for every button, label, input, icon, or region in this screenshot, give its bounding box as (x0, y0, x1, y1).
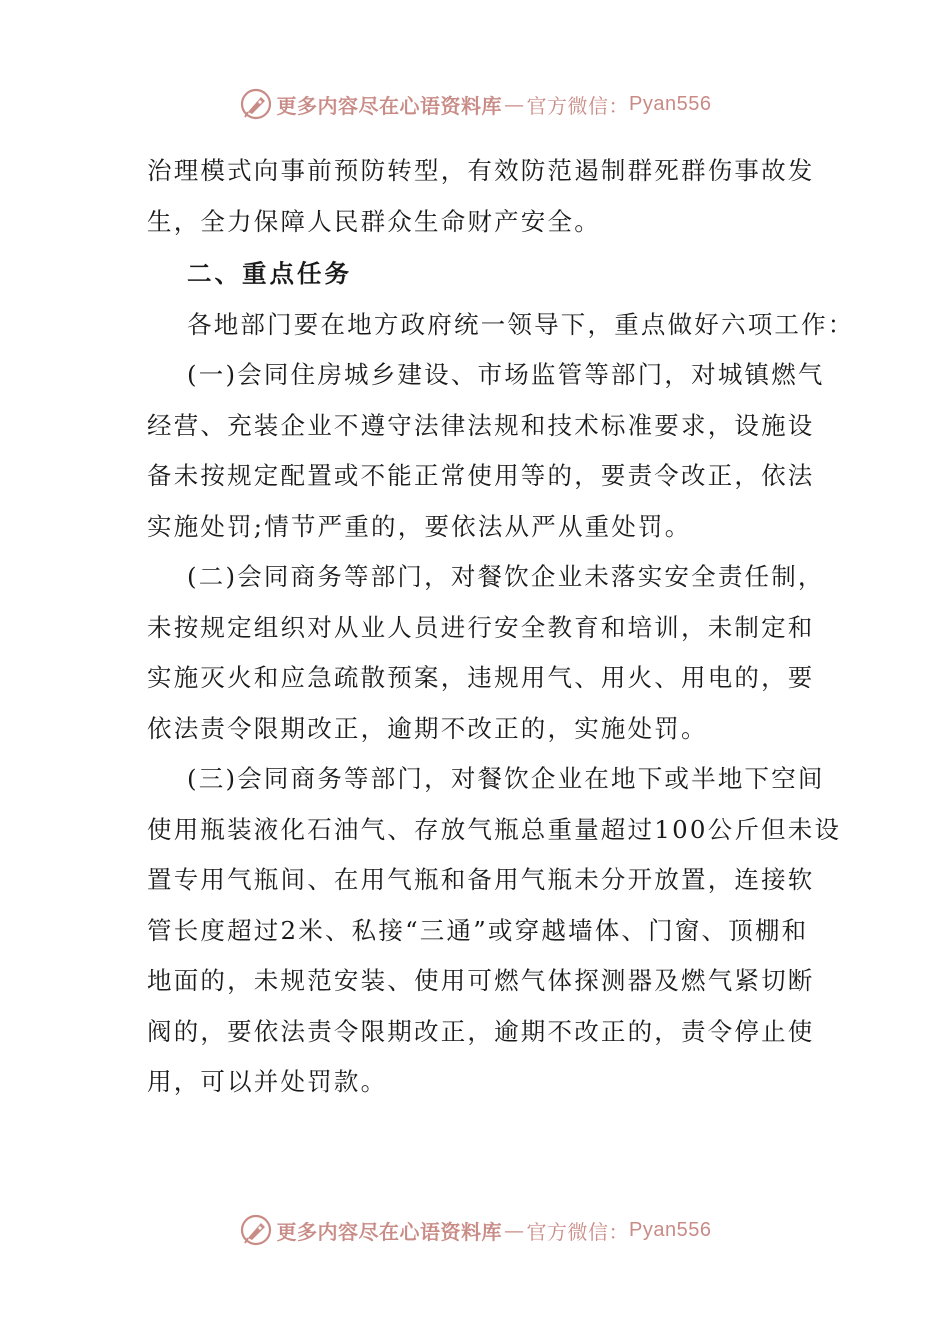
paragraph-item-2 (147, 552, 825, 754)
section-heading (147, 249, 807, 300)
text-line: 阀的，要依法责令限期改正，逾期不改正的，责令停止使 (147, 1016, 815, 1046)
text-line: 用，可以并处罚款。 (147, 1067, 388, 1096)
text-line: 地面的，未规范安装、使用可燃气体探测器及燃气紧切断 (147, 966, 815, 995)
text-line: 经营、充装企业不遵守法律法规和技术标准要求，设施设 (147, 410, 815, 440)
text-line: 生，全力保障人民群众生命财产安全。 (147, 206, 601, 236)
text-line: (一)会同住房城乡建设、市场监管等部门，对城镇燃气 (187, 360, 825, 389)
header-watermark (0, 84, 950, 124)
text-line: 使用瓶装液化石油气、存放气瓶总重量超过100公斤但未设 (147, 814, 842, 844)
paragraph-lead (147, 300, 855, 351)
watermark-wechat-label: 官方微信： (526, 1219, 630, 1244)
watermark-brand: 更多内容尽在心语资料库 (276, 1219, 503, 1244)
text-line: 备未按规定配置或不能正常使用等的，要责令改正，依法 (147, 461, 815, 490)
text-line: 实施灭火和应急疏散预案，违规用气、用火、用电的，要 (147, 663, 815, 692)
paragraph-intro-continuation (147, 146, 815, 247)
text-line: (二)会同商务等部门，对餐饮企业未落实安全责任制， (187, 562, 825, 591)
text-line: 置专用气瓶间、在用气瓶和备用气瓶未分开放置，连接软 (147, 865, 815, 894)
watermark-wechat-label: 官方微信： (526, 93, 630, 118)
text-line: 依法责令限期改正，逾期不改正的，实施处罚。 (147, 713, 708, 743)
watermark-brand: 更多内容尽在心语资料库 (276, 93, 503, 118)
watermark-wechat-id: Pyan556 (629, 92, 712, 115)
section-title: 二、重点任务 (187, 259, 352, 288)
text-line: 未按规定组织对从业人员进行安全教育和培训，未制定和 (147, 612, 815, 642)
watermark-wechat-id: Pyan556 (629, 1218, 712, 1241)
watermark-separator: — (504, 1218, 525, 1242)
paragraph-item-3 (147, 754, 842, 1108)
pen-nib-logo-icon (239, 87, 273, 121)
paragraph-item-1 (147, 350, 825, 552)
text-line: 治理模式向事前预防转型，有效防范遏制群死群伤事故发 (147, 156, 815, 185)
pen-nib-logo-icon (239, 1213, 273, 1247)
text-line: 各地部门要在地方政府统一领导下，重点做好六项工作： (187, 309, 855, 339)
text-line: 实施处罚;情节严重的，要依法从严从重处罚。 (147, 511, 692, 541)
document-body (147, 146, 855, 1108)
watermark-separator: — (504, 92, 525, 116)
text-line: 管长度超过2米、私接“三通”或穿越墙体、门窗、顶棚和 (147, 915, 809, 945)
text-line: (三)会同商务等部门，对餐饮企业在地下或半地下空间 (187, 764, 825, 793)
footer-watermark (0, 1210, 950, 1250)
